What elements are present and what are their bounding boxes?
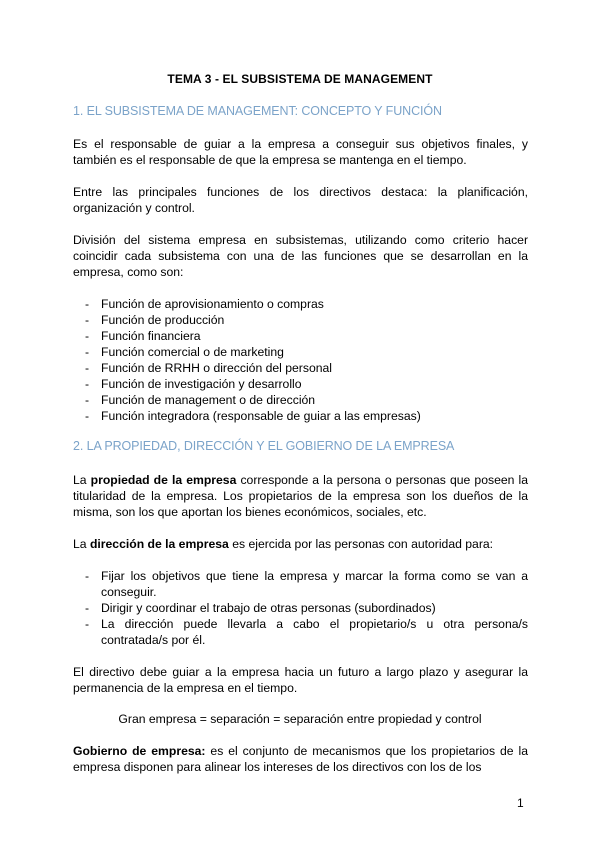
list-dash: - — [85, 313, 90, 327]
section-2-paragraph-3: El directivo debe guiar a la empresa hacia un futuro a largo plazo y asegurar la permanencia de la empresa en el tiempo. — [73, 665, 528, 695]
list-item: - Función de producción — [85, 313, 225, 327]
section-2-paragraph-2: La dirección de la empresa es ejercida por las personas con autoridad para: — [73, 537, 494, 551]
list-dash: - — [85, 601, 90, 615]
list-dash: - — [85, 409, 90, 423]
section-1-heading: 1. EL SUBSISTEMA DE MANAGEMENT: CONCEPTO Y FUNCIÓN — [73, 104, 442, 118]
bold-term-gobierno: Gobierno de empresa: — [73, 744, 206, 758]
bold-term-propiedad: propiedad de la empresa — [90, 473, 237, 487]
section-1-paragraph-3: División del sistema empresa en subsistemas, utilizando como criterio hacer coincidir cada subsistema con una de las funciones que se desarrollan en la empresa, como son: — [73, 233, 528, 279]
list-dash: - — [85, 393, 90, 407]
list-dash: - — [85, 345, 90, 359]
section-2-paragraph-1: La propiedad de la empresa corresponde a la persona o personas que poseen la titularidad de la empresa. Los propietarios de la empresa son los dueños de la misma, son los que aportan los bienes económicos, sociales, etc. — [73, 473, 528, 519]
bold-term-direccion: dirección de la empresa — [89, 537, 229, 551]
list-dash: - — [85, 361, 90, 375]
list-dash: - — [85, 377, 90, 391]
document-title: TEMA 3 - EL SUBSISTEMA DE MANAGEMENT — [167, 72, 433, 86]
list-dash: - — [85, 617, 90, 631]
list-item: - Función de management o de dirección — [85, 393, 316, 407]
list-item: - La dirección puede llevarla a cabo el propietario/s u otra persona/s contratada/s por él. — [85, 617, 528, 647]
formula-line: Gran empresa = separación = separación entre propiedad y control — [118, 712, 482, 726]
section-1-paragraph-1: Es el responsable de guiar a la empresa a conseguir sus objetivos finales, y también es el responsable de que la empresa se mantenga en el tiempo. — [73, 137, 528, 167]
list-item: - Función comercial o de marketing — [85, 345, 284, 359]
functions-list — [73, 296, 528, 424]
list-item: - Función de RRHH o dirección del personal — [85, 361, 333, 375]
section-1-paragraph-2: Entre las principales funciones de los directivos destaca: la planificación, organización y control. — [73, 185, 528, 215]
list-item: - Dirigir y coordinar el trabajo de otras personas (subordinados) — [85, 601, 436, 615]
list-item: - Función de investigación y desarrollo — [85, 377, 302, 391]
list-dash: - — [85, 569, 90, 583]
list-item: - Función integradora (responsable de guiar a las empresas) — [85, 409, 421, 423]
page-number: 1 — [517, 796, 524, 810]
direction-list — [73, 568, 528, 648]
section-2-heading: 2. LA PROPIEDAD, DIRECCIÓN Y EL GOBIERNO DE LA EMPRESA — [73, 439, 455, 453]
list-item: - Función de aprovisionamiento o compras — [85, 297, 324, 311]
section-2-paragraph-4: Gobierno de empresa: es el conjunto de mecanismos que los propietarios de la empresa disponen para alinear los intereses de los directivos con los de los — [73, 744, 528, 774]
list-item: - Función financiera — [85, 329, 201, 343]
list-item: - Fijar los objetivos que tiene la empresa y marcar la forma como se van a conseguir. — [85, 569, 528, 599]
list-dash: - — [85, 297, 90, 311]
list-dash: - — [85, 329, 90, 343]
